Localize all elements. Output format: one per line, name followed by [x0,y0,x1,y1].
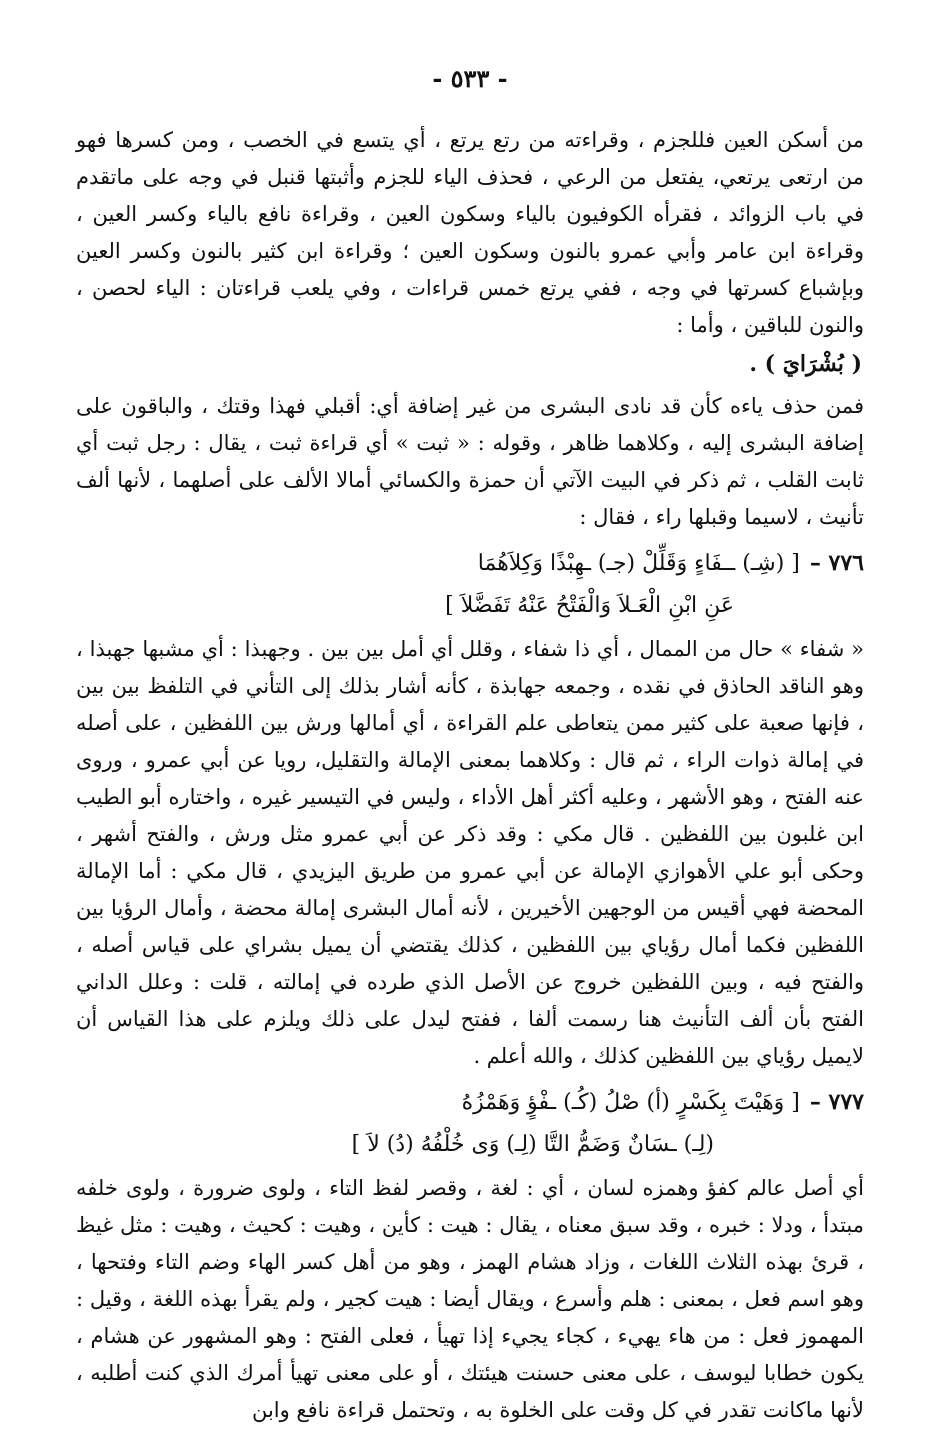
verse-776-line-1 [76,542,864,585]
verse-776-number: ٧٧٦ – [809,550,864,576]
verse-776 [76,542,864,627]
verse-777 [76,1081,864,1166]
verse-777-number: ٧٧٧ – [809,1089,864,1115]
paragraph-commentary-2: فمن حذف ياءه كأن قد نادى البشرى من غير إضافة أي: أقبلي فهذا وقتك ، والباقون على إضافة البشرى إليه ، وكلاهما ظاهر ، وقوله : « ثبت » أي قراءة ثبت ، يقال : رجل ثبت أي ثابت القلب ، ثم ذكر في البيت الآتي أن حمزة والكسائي أمالا الألف على أصلهما ، لأنها ألف تأنيث ، لاسيما وقبلها راء ، فقال : [76,394,864,529]
verse-777-line-2 [76,1124,864,1166]
verse-776-hemistich-1: [ (شِـ) ــفَاءٍ وَقَلِّلْ (جـ) ـهِبْذًا وَكِلاَهُمَا [477,551,800,576]
verse-777-hemistich-2: (لِـ) ـسَانٌ وَضَمُّ التَّا (لِـ) وَى خُلْفُهُ (دُ) لاَ ] [351,1132,714,1157]
paragraph-commentary-4: أي أصل عالم كفؤ وهمزه لسان ، أي : لغة ، وقصر لفظ التاء ، ولوى ضرورة ، ولوى خلفه مبتدأ ، ودلا : خبره ، وقد سبق معناه ، يقال : هيت : كأين ، وهيت : كحيث ، وهيت : مثل غيظ ، قرئ بهذه الثلاث اللغات ، وزاد هشام الهمز ، وهو من أهل كسر الهاء وضم التاء وفتحها ، وهو اسم فعل ، بمعنى : هلم وأسرع ، ويقال أيضا : هيت كجير ، ولم يقرأ بهذه اللغة ، وقيل : المهموز فعل : من هاء يهيء ، كجاء يجيء إذا تهيأ ، فعلى الفتح : وهو المشهور عن هشام ، يكون خطابا ليوسف ، على معنى حسنت هيئتك ، أو على معنى تهيأ أمرك الذي كنت أطلبه ، لأنها ماكانت تقدر في كل وقت على الخلوة به ، وتحتمل قراءة نافع وابن [76,1176,864,1422]
verse-776-hemistich-2: عَنِ ابْنِ الْعَـلاَ وَالْفَتْحُ عَنْهُ تَفَضَّلاَ ] [445,593,734,618]
paragraph-commentary-1: من أسكن العين فللجزم ، وقراءته من رتع يرتع ، أي يتسع في الخصب ، ومن كسرها فهو من ارتعى يرتعي، يفتعل من الرعي ، فحذف الياء للجزم وأثبتها قنبل في وجه على ماتقدم في باب الزوائد ، فقرأه الكوفيون بالياء وسكون العين ، وقراءة نافع بالياء وكسر العين ، وقراءة ابن عامر وأبي عمرو بالنون وسكون العين ؛ وقراءة ابن كثير بالنون وكسر العين وبإشباع كسرتها في وجه ، ففي يرتع خمس قراءات ، وفي يلعب قراءتان : الياء لحصن ، والنون للباقين ، وأما : [76,128,864,337]
keyword-heading: ( بُشْرَايَ ) . [749,351,862,377]
paragraph-commentary-3: « شفاء » حال من الممال ، أي ذا شفاء ، وقلل أي أمل بين بين . وجهبذا : أي مشبها جهبذا ، وهو الناقد الحاذق في نقده ، وجمعه جهابذة ، كأنه أشار بذلك إلى التأني في التلفظ بين بين ، فإنها صعبة على كثير ممن يتعاطى علم القراءة ، أي أمالها ورش بين اللفظين ، على أصله في إمالة ذوات الراء ، ثم قال : وكلاهما بمعنى الإمالة والتقليل، رويا عن أبي عمرو ، وروى عنه الفتح ، وهو الأشهر ، وعليه أكثر أهل الأداء ، وليس في التيسير غيره ، واختاره أبو الطيب ابن غلبون بين اللفظين . قال مكي : وقد ذكر عن أبي عمرو مثل ورش ، والفتح أشهر ، وحكى أبو علي الأهوازي الإمالة عن أبي عمرو من طريق اليزيدي ، قال مكي : أما الإمالة المحضة فهي أقيس من الوجهين الأخيرين ، لأنه أمال البشرى إمالة محضة ، وأمال الرؤيا بين اللفظين فكما أمال رؤياي بين اللفظين ، كذلك يقتضي أن يميل بشراي على قياس أصله ، والفتح فيه ، وبين اللفظين خروج عن الأصل الذي طرده في إمالته ، قلت : وعلل الداني الفتح بأن ألف التأنيث هنا رسمت ألفا ، ففتح ليدل على ذلك ويلزم على هذا القياس أن لايميل رؤياي بين اللفظين كذلك ، والله أعلم . [76,637,864,1068]
verse-777-hemistich-1: [ وَهَيْتَ بِكَسْرٍ (أ) صْلُ (كُـ) ـفْؤٍ وَهَمْزُهُ [461,1090,800,1115]
verse-777-line-1 [76,1081,864,1124]
page-number: - ٥٣٣ - [432,64,508,93]
verse-776-line-2 [76,585,864,627]
